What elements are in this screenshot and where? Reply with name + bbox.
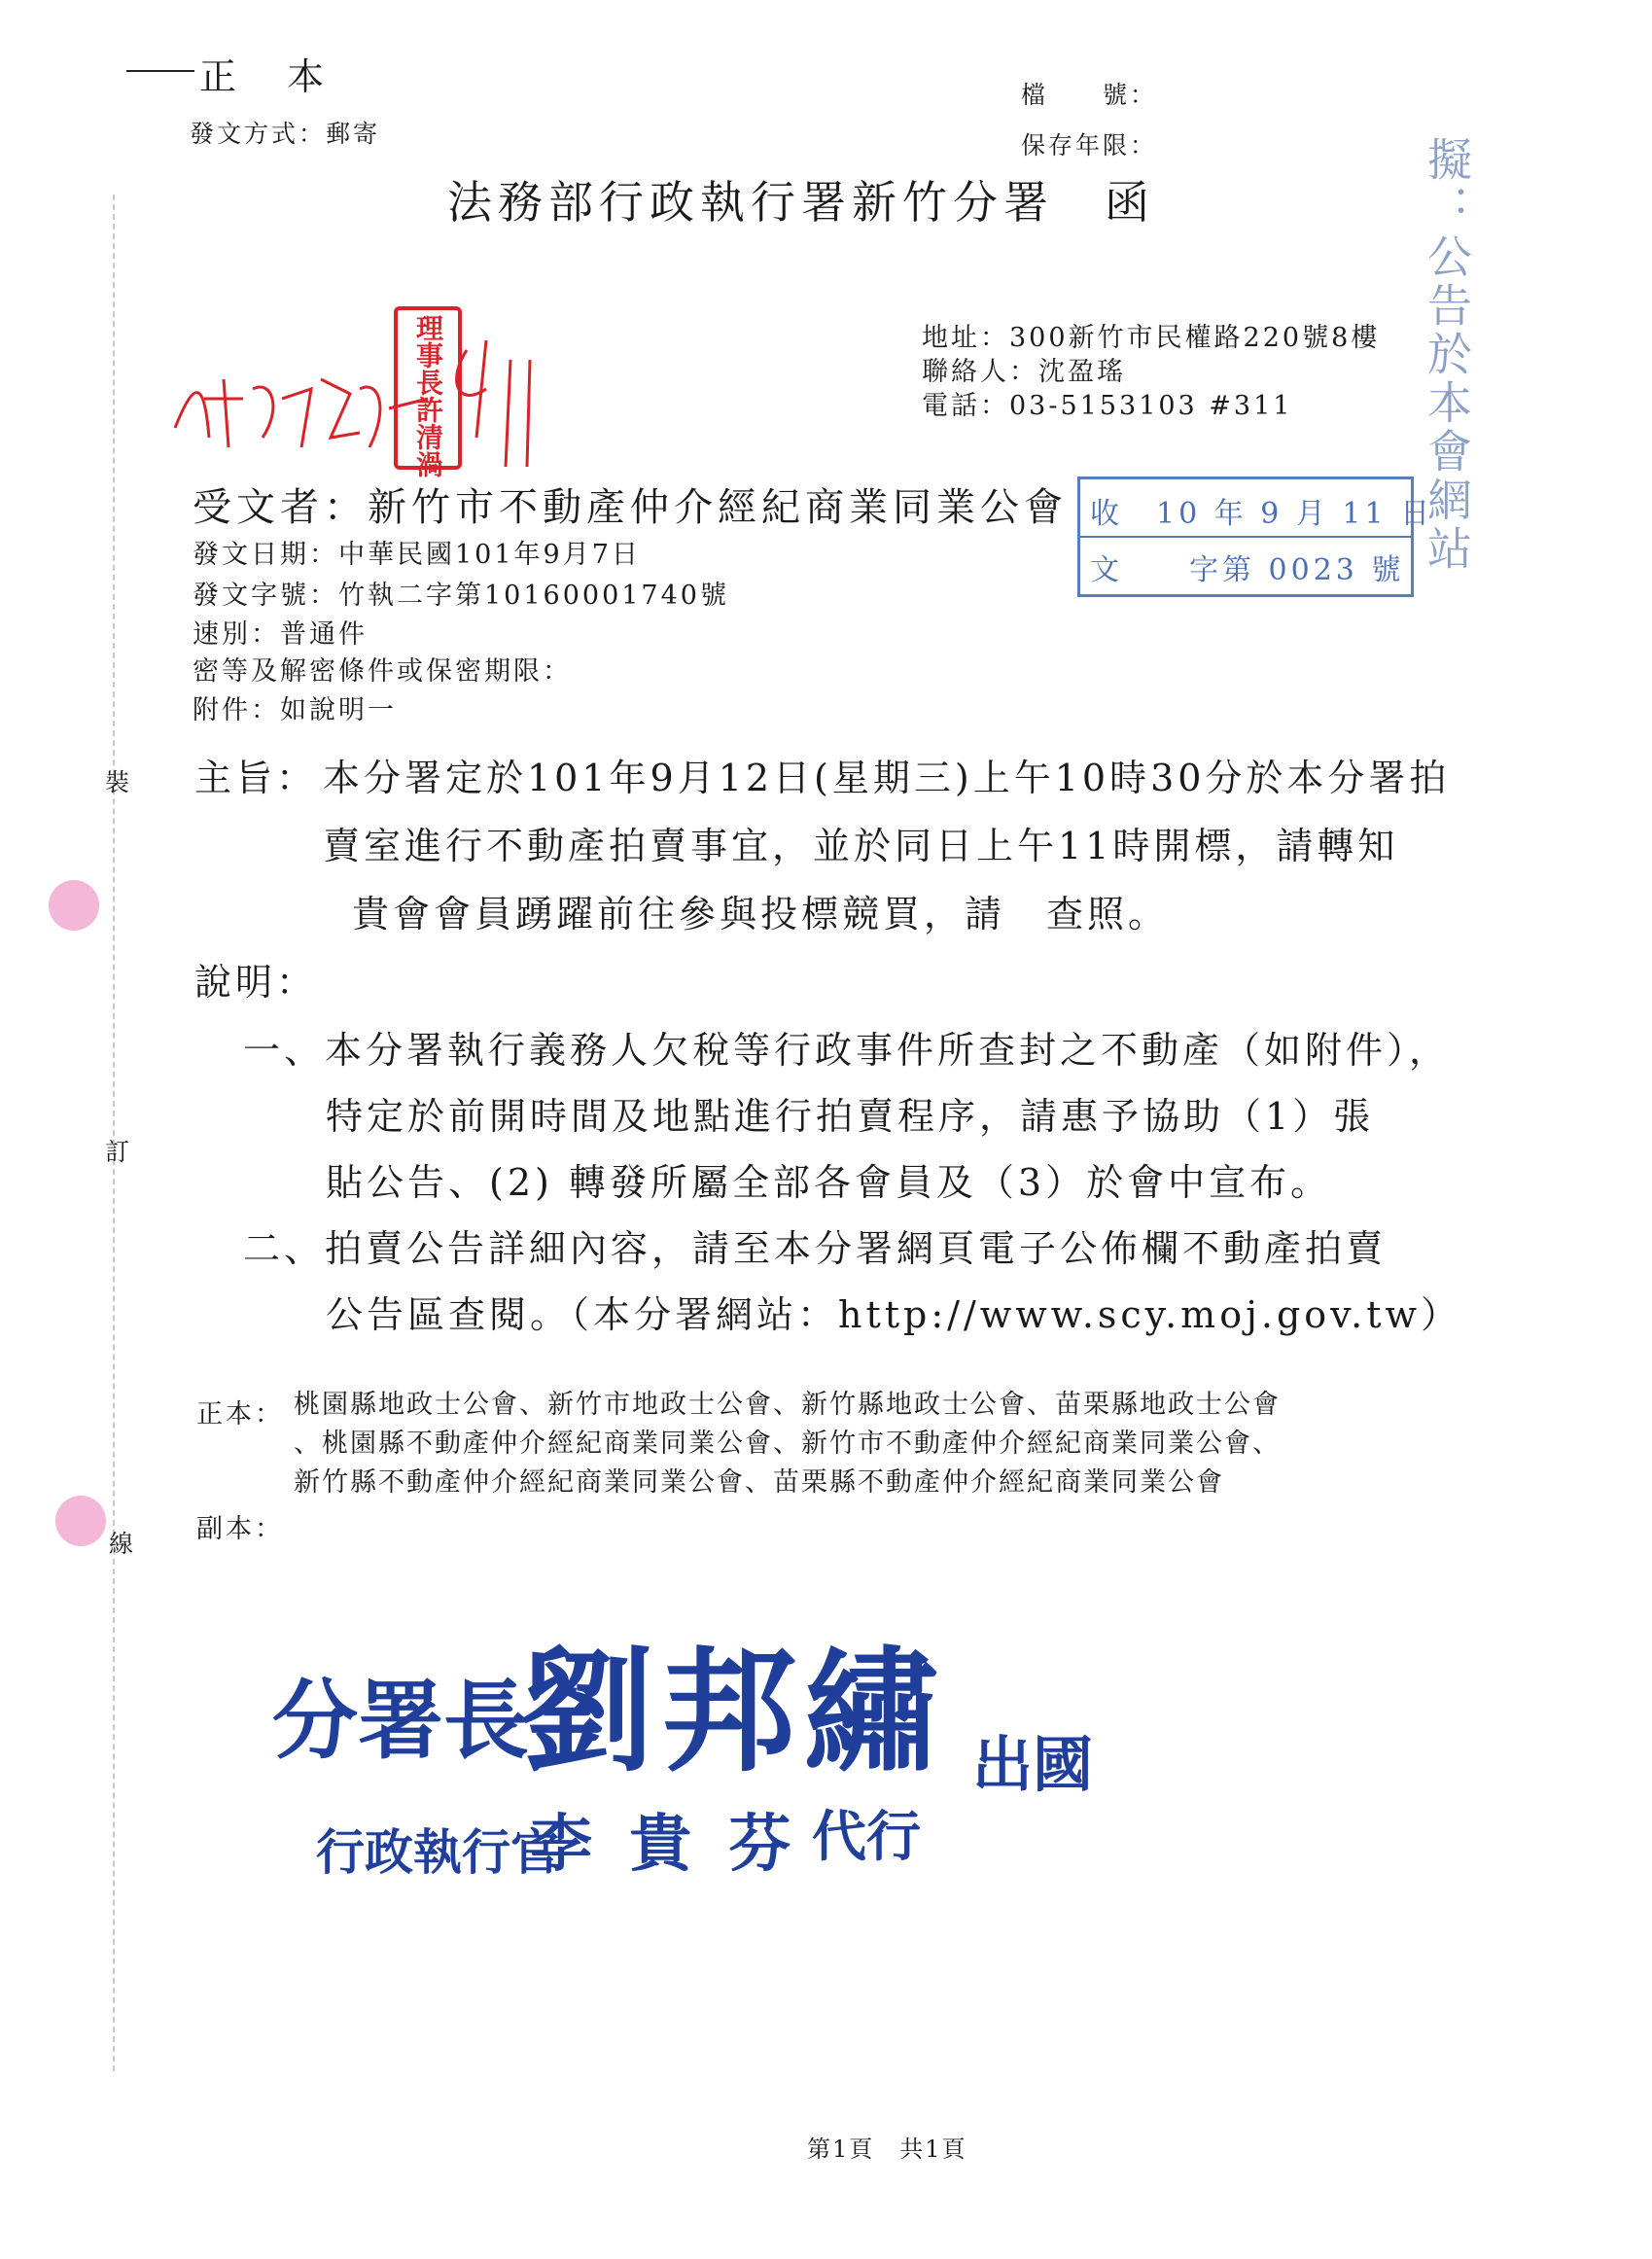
- punch-hole-bottom: [55, 1496, 106, 1546]
- urgency: 速別：普通件: [193, 619, 368, 650]
- original-recipients-line-2: 、桃園縣不動產仲介經紀商業同業公會、新竹市不動產仲介經紀商業同業公會、: [294, 1429, 1281, 1459]
- explanation-item-1-line-3: 貼公告、(2) 轉發所屬全部各會員及（3）於會中宣布。: [326, 1161, 1332, 1204]
- copy-recipients-label: 副本：: [196, 1514, 284, 1544]
- receipt-stamp: [1077, 477, 1434, 597]
- signature-status: 出國: [972, 1729, 1094, 1800]
- subject-line-3: 貴會會員踴躍前往參與投標競買，請 查照。: [352, 893, 1170, 935]
- delivery-method: 發文方式：郵寄: [190, 120, 381, 148]
- binding-mark-zhuang: 裝: [105, 768, 133, 796]
- explanation-item-1-line-1: 一、本分署執行義務人欠稅等行政事件所查封之不動產（如附件），: [243, 1029, 1451, 1072]
- secrecy: 密等及解密條件或保密期限：: [193, 656, 572, 687]
- sender-phone: 電話：03-5153103 #311: [922, 391, 1293, 421]
- sender-address: 地址：300新竹市民權路220號8樓: [922, 323, 1381, 353]
- copy-type-rule: [126, 70, 194, 72]
- issue-number: 發文字號：竹執二字第10160001740號: [193, 581, 729, 611]
- explanation-item-1-line-2: 特定於前開時間及地點進行拍賣程序，請惠予協助（1）張: [326, 1095, 1375, 1138]
- signature-title: 分署長: [272, 1671, 530, 1771]
- original-recipients-line-3: 新竹縣不動產仲介經紀商業同業公會、苗栗縣不動產仲介經紀商業同業公會: [294, 1467, 1224, 1498]
- page-number: 第1頁 共1頁: [807, 2135, 967, 2163]
- receipt-number: 文 字第 0023 號: [1090, 553, 1405, 587]
- subject-line-1: 本分署定於101年9月12日(星期三)上午10時30分於本分署拍: [323, 757, 1451, 799]
- receipt-stamp-divider: [1080, 536, 1411, 538]
- document-title: 法務部行政執行署新竹分署 函: [447, 176, 1155, 229]
- attachment: 附件：如說明一: [193, 695, 397, 725]
- acting-suffix: 代行: [812, 1806, 921, 1869]
- explanation-item-2-line-2: 公告區查閱。（本分署網站：http://www.scy.moj.gov.tw）: [326, 1293, 1461, 1336]
- file-number: 檔 號：: [1021, 81, 1158, 109]
- binding-mark-ding: 訂: [105, 1138, 133, 1166]
- acting-title: 行政執行官: [316, 1824, 559, 1881]
- issue-date: 發文日期：中華民國101年9月7日: [193, 540, 641, 570]
- recipient: 受文者：新竹市不動產仲介經紀商業同業公會: [193, 485, 1068, 530]
- original-recipients-line-1: 桃園縣地政士公會、新竹市地政士公會、新竹縣地政士公會、苗栗縣地政士公會: [294, 1390, 1281, 1420]
- copy-type: 正 本: [199, 55, 344, 98]
- handwritten-note: 擬：公告於本會網站: [1421, 136, 1473, 574]
- subject-line-2: 賣室進行不動產拍賣事宜，並於同日上午11時開標，請轉知: [323, 825, 1399, 867]
- punch-hole-top: [49, 880, 99, 931]
- handwritten-signature-red: [165, 321, 554, 477]
- chair-stamp: [394, 306, 462, 477]
- explanation-label: 說明：: [194, 961, 318, 1004]
- sender-contact: 聯絡人：沈盈瑤: [922, 357, 1126, 387]
- acting-name: 李 貴 芬: [530, 1809, 799, 1881]
- subject-label: 主旨：: [194, 757, 318, 799]
- signature-name: 劉邦繡: [520, 1634, 947, 1790]
- original-recipients-label: 正本：: [196, 1399, 284, 1430]
- receipt-date: 收 10 年 9 月 11 日: [1090, 497, 1434, 531]
- chair-stamp-text: 理事長許清渦: [412, 314, 444, 477]
- retention-period: 保存年限：: [1021, 131, 1158, 159]
- explanation-item-2-line-1: 二、拍賣公告詳細內容，請至本分署網頁電子公佈欄不動產拍賣: [243, 1227, 1388, 1270]
- binding-mark-xian: 線: [109, 1530, 137, 1558]
